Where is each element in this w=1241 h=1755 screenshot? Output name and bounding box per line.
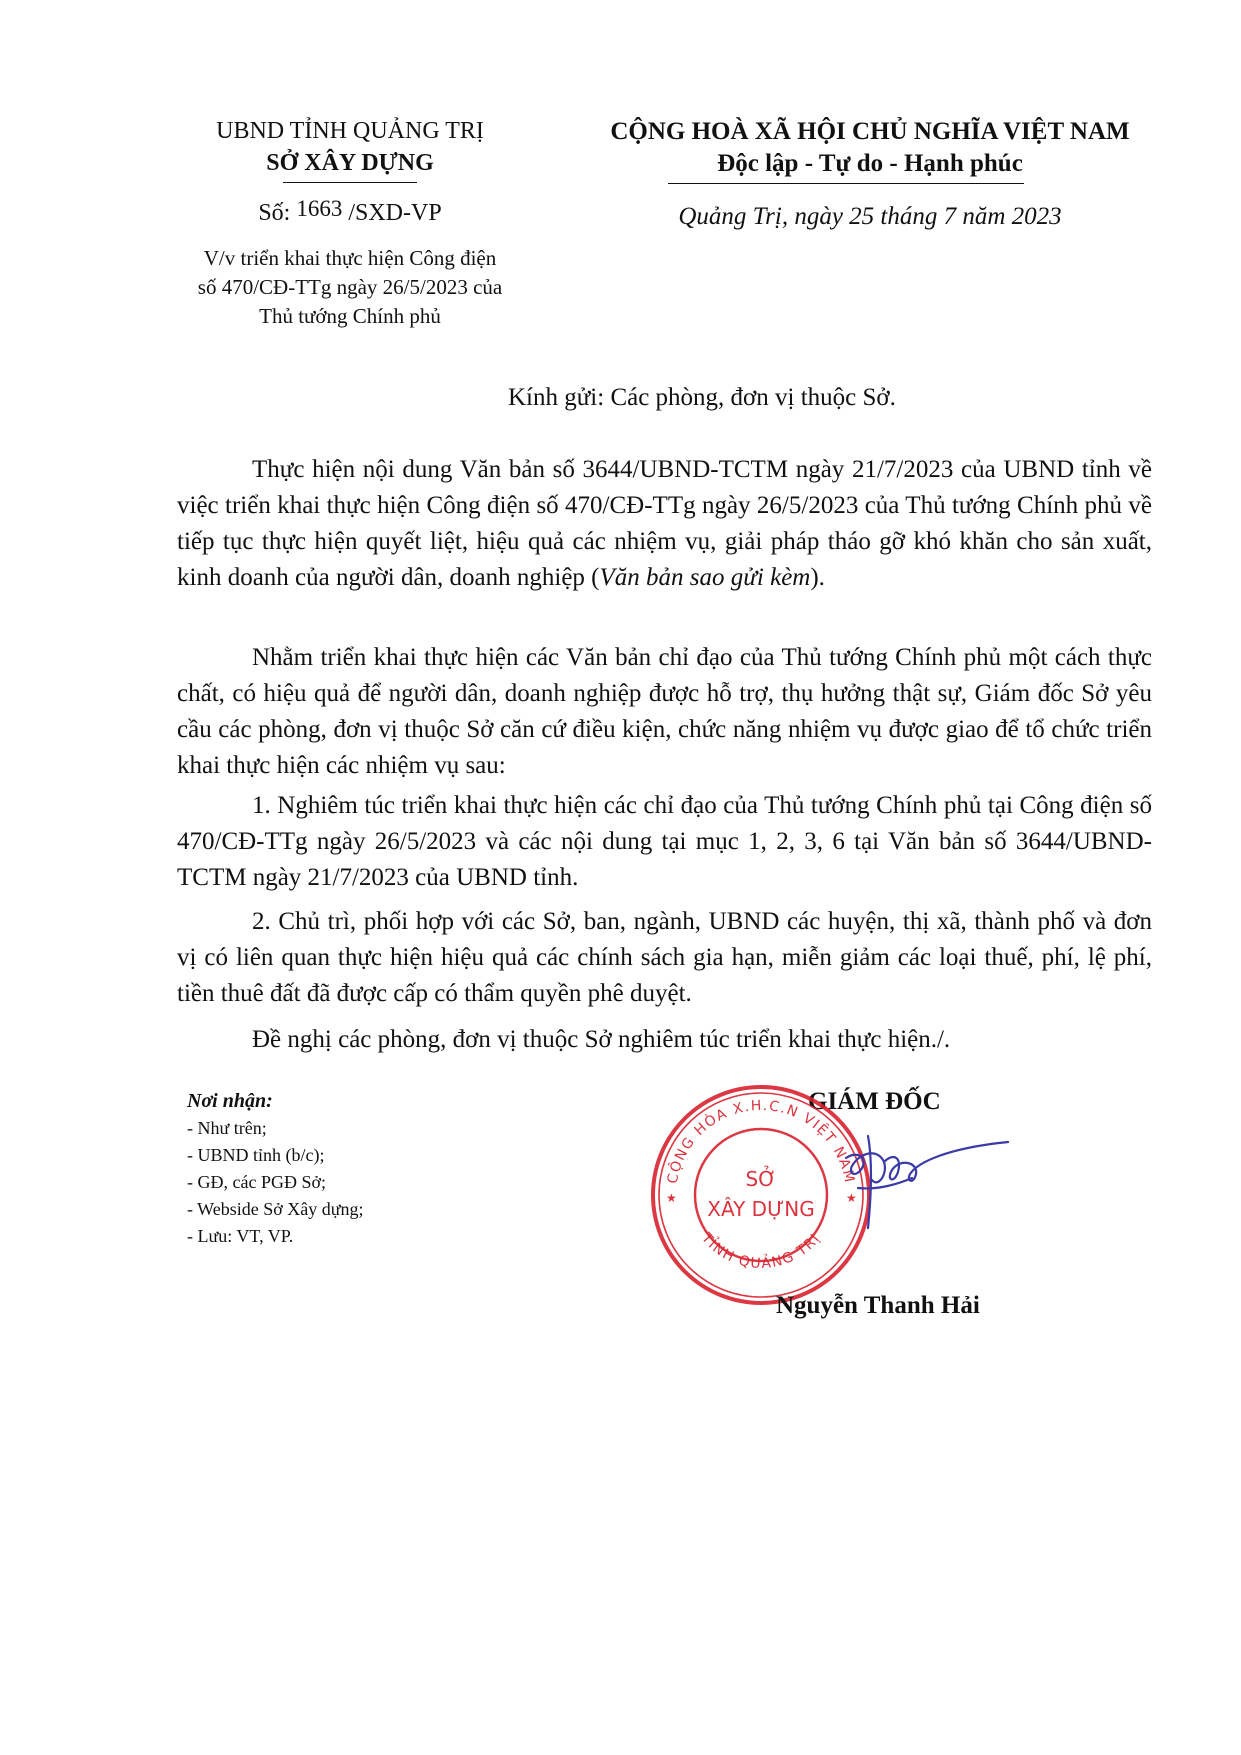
number-value: 1663 bbox=[296, 196, 343, 221]
number-prefix: Số: bbox=[258, 200, 291, 226]
signer-name: Nguyễn Thanh Hải bbox=[776, 1292, 980, 1319]
seal-center-line-2: XÂY DỰNG bbox=[707, 1197, 815, 1221]
issuing-department: SỞ XÂY DỰNG bbox=[266, 150, 434, 176]
seal-center-line-1: SỞ bbox=[745, 1167, 777, 1191]
recipient-item: - GĐ, các PGĐ Sở; bbox=[187, 1172, 326, 1192]
seal-star-icon: ★ bbox=[666, 1191, 677, 1205]
seal-ring-top-text: CỘNG HÒA X.H.C.N VIỆT NAM bbox=[664, 1097, 858, 1186]
recipients-title-colon: : bbox=[266, 1090, 273, 1112]
paragraph-text: Thực hiện nội dung Văn bản số 3644/UBND-TCTM ngày 21/7/2023 của UBND tỉnh về việc triển khai thực hiện Công điện số 470/CĐ-TTg ngày 26/5/2023 của Thủ tướng Chính phủ về tiếp tục thực hiện quyết liệt, hiệu quả các nhiệm vụ, giải pháp tháo gỡ khó khăn cho sản xuất, kinh doanh của người dân, doanh nghiệp ( bbox=[177, 456, 1152, 591]
body-paragraph-2 bbox=[177, 640, 1152, 784]
attachment-note: Văn bản sao gửi kèm bbox=[599, 564, 811, 591]
recipient-item: - UBND tỉnh (b/c); bbox=[187, 1145, 325, 1165]
subject-line: V/v triển khai thực hiện Công điện bbox=[203, 246, 497, 270]
paragraph-text: 2. Chủ trì, phối hợp với các Sở, ban, ngành, UBND các huyện, thị xã, thành phố và đơn vị có liên quan thực hiện hiệu quả các chính sách gia hạn, miễn giảm các loại thuế, phí, lệ phí, tiền thuê đất đã được cấp có thẩm quyền phê duyệt. bbox=[177, 908, 1152, 1007]
document-number bbox=[180, 196, 520, 227]
recipient-item: - Lưu: VT, VP. bbox=[187, 1226, 294, 1246]
recipient-item: - Webside Sở Xây dựng; bbox=[187, 1199, 364, 1219]
national-motto: Độc lập - Tự do - Hạnh phúc bbox=[717, 150, 1023, 177]
task-item-2 bbox=[177, 904, 1152, 1012]
signer-title: GIÁM ĐỐC bbox=[808, 1088, 941, 1115]
closing-request bbox=[177, 1022, 1152, 1058]
document-date: Quảng Trị, ngày 25 tháng 7 năm 2023 bbox=[678, 203, 1062, 230]
paragraph-text: Đề nghị các phòng, đơn vị thuộc Sở nghiêm túc triển khai thực hiện./. bbox=[252, 1026, 951, 1053]
recipients-block bbox=[187, 1088, 363, 1250]
seal-star-icon: ★ bbox=[846, 1191, 857, 1205]
issuing-agency: UBND TỈNH QUẢNG TRỊ bbox=[216, 118, 484, 144]
motto-underline bbox=[668, 183, 1024, 184]
salutation: Kính gửi: Các phòng, đơn vị thuộc Sở. bbox=[508, 384, 896, 411]
number-suffix: /SXD-VP bbox=[348, 200, 442, 226]
paragraph-text: 1. Nghiêm túc triển khai thực hiện các chỉ đạo của Thủ tướng Chính phủ tại Công điện số 470/CĐ-TTg ngày 26/5/2023 và các nội dung tại mục 1, 2, 3, 6 tại Văn bản số 3644/UBND-TCTM ngày 21/7/2023 của UBND tỉnh. bbox=[177, 792, 1152, 891]
recipient-item: - Như trên; bbox=[187, 1118, 267, 1138]
handwritten-signature bbox=[838, 1128, 1018, 1238]
department-underline bbox=[283, 182, 417, 183]
paragraph-end: ). bbox=[810, 564, 825, 591]
national-title: CỘNG HOÀ XÃ HỘI CHỦ NGHĨA VIỆT NAM bbox=[610, 118, 1130, 145]
document-subject bbox=[170, 244, 530, 331]
paragraph-text: Nhằm triển khai thực hiện các Văn bản chỉ đạo của Thủ tướng Chính phủ một cách thực chất, có hiệu quả để người dân, doanh nghiệp được hỗ trợ, thụ hưởng thật sự, Giám đốc Sở yêu cầu các phòng, đơn vị thuộc Sở căn cứ điều kiện, chức năng nhiệm vụ được giao để tổ chức triển khai thực hiện các nhiệm vụ sau: bbox=[177, 644, 1152, 779]
subject-line: số 470/CĐ-TTg ngày 26/5/2023 của bbox=[197, 275, 503, 299]
subject-line: Thủ tướng Chính phủ bbox=[259, 304, 441, 328]
recipients-title-text: Nơi nhận bbox=[187, 1090, 267, 1112]
body-paragraph-1 bbox=[177, 452, 1152, 596]
seal-ring-bottom-text: TỈNH QUẢNG TRỊ bbox=[698, 1230, 824, 1273]
recipients-title bbox=[187, 1088, 363, 1115]
task-item-1 bbox=[177, 788, 1152, 896]
